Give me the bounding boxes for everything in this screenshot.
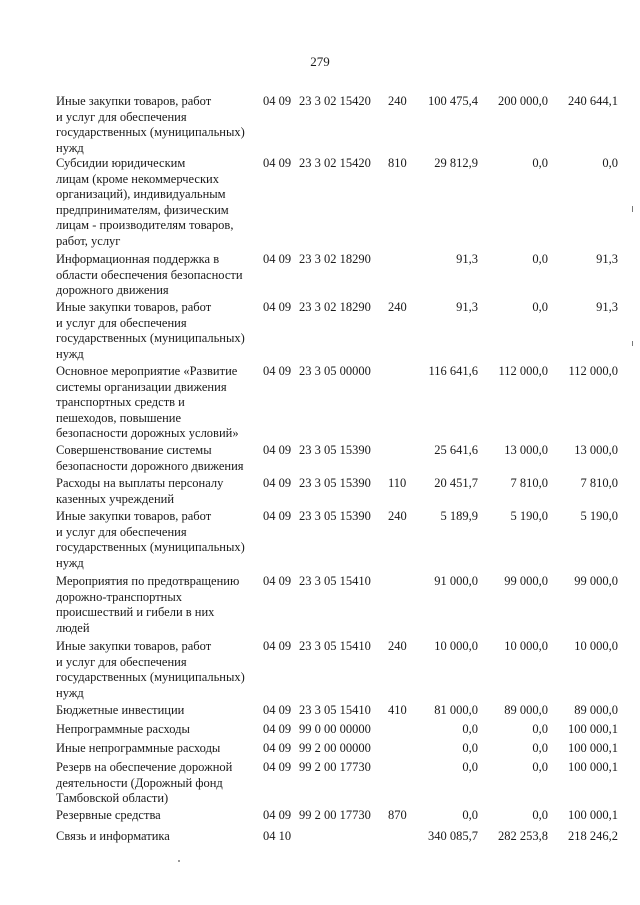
row-value-3: 100 000,1 (568, 741, 618, 755)
row-value-2: 0,0 (532, 760, 548, 774)
row-target-article: 23 3 05 15390 (299, 476, 371, 490)
row-expense-type: 240 (388, 509, 407, 523)
row-value-3: 0,0 (602, 156, 618, 170)
row-name: Основное мероприятие «Развитие системы организации движения транспортных средств и пешеходов, повышение безопасности дорожных условий» (56, 364, 239, 440)
row-value-2: 0,0 (532, 741, 548, 755)
row-name: Резервные средства (56, 808, 161, 822)
row-name: Бюджетные инвестиции (56, 703, 185, 717)
row-value-2: 282 253,8 (498, 829, 548, 843)
row-value-1: 116 641,6 (428, 364, 478, 378)
row-value-2: 200 000,0 (498, 94, 548, 108)
row-section-code: 04 09 (263, 808, 292, 822)
scan-mark (632, 206, 633, 212)
row-name: Мероприятия по предотвращению дорожно-транспортных происшествий и гибели в них людей (56, 574, 240, 635)
row-section-code: 04 10 (263, 829, 292, 843)
row-target-article: 23 3 05 15410 (299, 639, 371, 653)
row-section-code: 04 09 (263, 94, 292, 108)
page-number: 279 (310, 54, 330, 69)
row-value-1: 340 085,7 (428, 829, 478, 843)
row-value-3: 91,3 (596, 252, 618, 266)
row-section-code: 04 09 (263, 760, 292, 774)
row-value-3: 99 000,0 (574, 574, 618, 588)
row-value-1: 20 451,7 (434, 476, 478, 490)
row-target-article: 23 3 02 15420 (299, 94, 371, 108)
row-section-code: 04 09 (263, 252, 292, 266)
row-section-code: 04 09 (263, 574, 292, 588)
row-value-3: 100 000,1 (568, 808, 618, 822)
row-value-2: 0,0 (532, 156, 548, 170)
row-name: Непрограммные расходы (56, 722, 190, 736)
row-value-1: 0,0 (462, 722, 478, 736)
row-expense-type: 240 (388, 94, 407, 108)
row-target-article: 23 3 05 15410 (299, 574, 371, 588)
row-target-article: 23 3 05 15390 (299, 509, 371, 523)
row-value-3: 13 000,0 (574, 443, 618, 457)
row-section-code: 04 09 (263, 741, 292, 755)
row-section-code: 04 09 (263, 639, 292, 653)
row-expense-type: 810 (388, 156, 407, 170)
row-section-code: 04 09 (263, 300, 292, 314)
row-value-2: 0,0 (532, 252, 548, 266)
row-section-code: 04 09 (263, 156, 292, 170)
row-expense-type: 870 (388, 808, 407, 822)
scan-dot (178, 860, 180, 862)
row-value-2: 10 000,0 (504, 639, 548, 653)
row-value-3: 218 246,2 (568, 829, 618, 843)
row-target-article: 99 2 00 00000 (299, 741, 371, 755)
row-value-1: 0,0 (462, 760, 478, 774)
row-value-1: 81 000,0 (434, 703, 478, 717)
row-value-1: 10 000,0 (434, 639, 478, 653)
row-value-1: 5 189,9 (440, 509, 478, 523)
row-name: Иные закупки товаров, работ и услуг для обеспечения государственных (муниципальных) нужд (56, 94, 245, 155)
row-name: Совершенствование системы безопасности дорожного движения (56, 443, 244, 473)
row-value-2: 0,0 (532, 808, 548, 822)
row-expense-type: 240 (388, 300, 407, 314)
row-value-1: 0,0 (462, 808, 478, 822)
row-name: Связь и информатика (56, 829, 170, 843)
row-value-1: 100 475,4 (428, 94, 478, 108)
row-value-3: 100 000,1 (568, 760, 618, 774)
row-value-2: 112 000,0 (498, 364, 548, 378)
row-value-3: 7 810,0 (580, 476, 618, 490)
row-value-3: 112 000,0 (568, 364, 618, 378)
row-value-3: 91,3 (596, 300, 618, 314)
row-value-3: 5 190,0 (580, 509, 618, 523)
scan-mark (632, 341, 633, 346)
row-name: Расходы на выплаты персоналу казенных учреждений (56, 476, 224, 506)
row-value-1: 91 000,0 (434, 574, 478, 588)
row-name: Иные закупки товаров, работ и услуг для обеспечения государственных (муниципальных) нужд (56, 300, 245, 361)
row-value-2: 0,0 (532, 300, 548, 314)
row-section-code: 04 09 (263, 443, 292, 457)
row-value-2: 99 000,0 (504, 574, 548, 588)
row-section-code: 04 09 (263, 364, 292, 378)
row-section-code: 04 09 (263, 722, 292, 736)
row-value-1: 29 812,9 (434, 156, 478, 170)
row-value-2: 13 000,0 (504, 443, 548, 457)
row-section-code: 04 09 (263, 509, 292, 523)
row-value-1: 0,0 (462, 741, 478, 755)
row-section-code: 04 09 (263, 476, 292, 490)
row-name: Субсидии юридическим лицам (кроме некоммерческих организаций), индивидуальным предпринимателям, физическим лицам - производителям товаров, работ, услуг (56, 156, 234, 248)
row-name: Резерв на обеспечение дорожной деятельности (Дорожный фонд Тамбовской области) (56, 760, 233, 805)
row-target-article: 99 0 00 00000 (299, 722, 371, 736)
row-target-article: 99 2 00 17730 (299, 808, 371, 822)
row-value-3: 10 000,0 (574, 639, 618, 653)
row-value-2: 7 810,0 (510, 476, 548, 490)
row-value-3: 100 000,1 (568, 722, 618, 736)
row-value-1: 91,3 (456, 252, 478, 266)
row-expense-type: 110 (388, 476, 407, 490)
row-target-article: 99 2 00 17730 (299, 760, 371, 774)
row-value-2: 89 000,0 (504, 703, 548, 717)
row-expense-type: 240 (388, 639, 407, 653)
row-name: Иные закупки товаров, работ и услуг для обеспечения государственных (муниципальных) нужд (56, 639, 245, 700)
row-name: Информационная поддержка в области обеспечения безопасности дорожного движения (56, 252, 243, 297)
row-value-1: 25 641,6 (434, 443, 478, 457)
row-value-2: 5 190,0 (510, 509, 548, 523)
row-target-article: 23 3 02 15420 (299, 156, 371, 170)
row-target-article: 23 3 02 18290 (299, 252, 371, 266)
row-target-article: 23 3 05 00000 (299, 364, 371, 378)
row-name: Иные закупки товаров, работ и услуг для обеспечения государственных (муниципальных) нужд (56, 509, 245, 570)
row-target-article: 23 3 02 18290 (299, 300, 371, 314)
row-name: Иные непрограммные расходы (56, 741, 221, 755)
row-expense-type: 410 (388, 703, 407, 717)
row-target-article: 23 3 05 15390 (299, 443, 371, 457)
row-value-2: 0,0 (532, 722, 548, 736)
row-value-3: 89 000,0 (574, 703, 618, 717)
row-value-1: 91,3 (456, 300, 478, 314)
row-target-article: 23 3 05 15410 (299, 703, 371, 717)
row-section-code: 04 09 (263, 703, 292, 717)
row-value-3: 240 644,1 (568, 94, 618, 108)
